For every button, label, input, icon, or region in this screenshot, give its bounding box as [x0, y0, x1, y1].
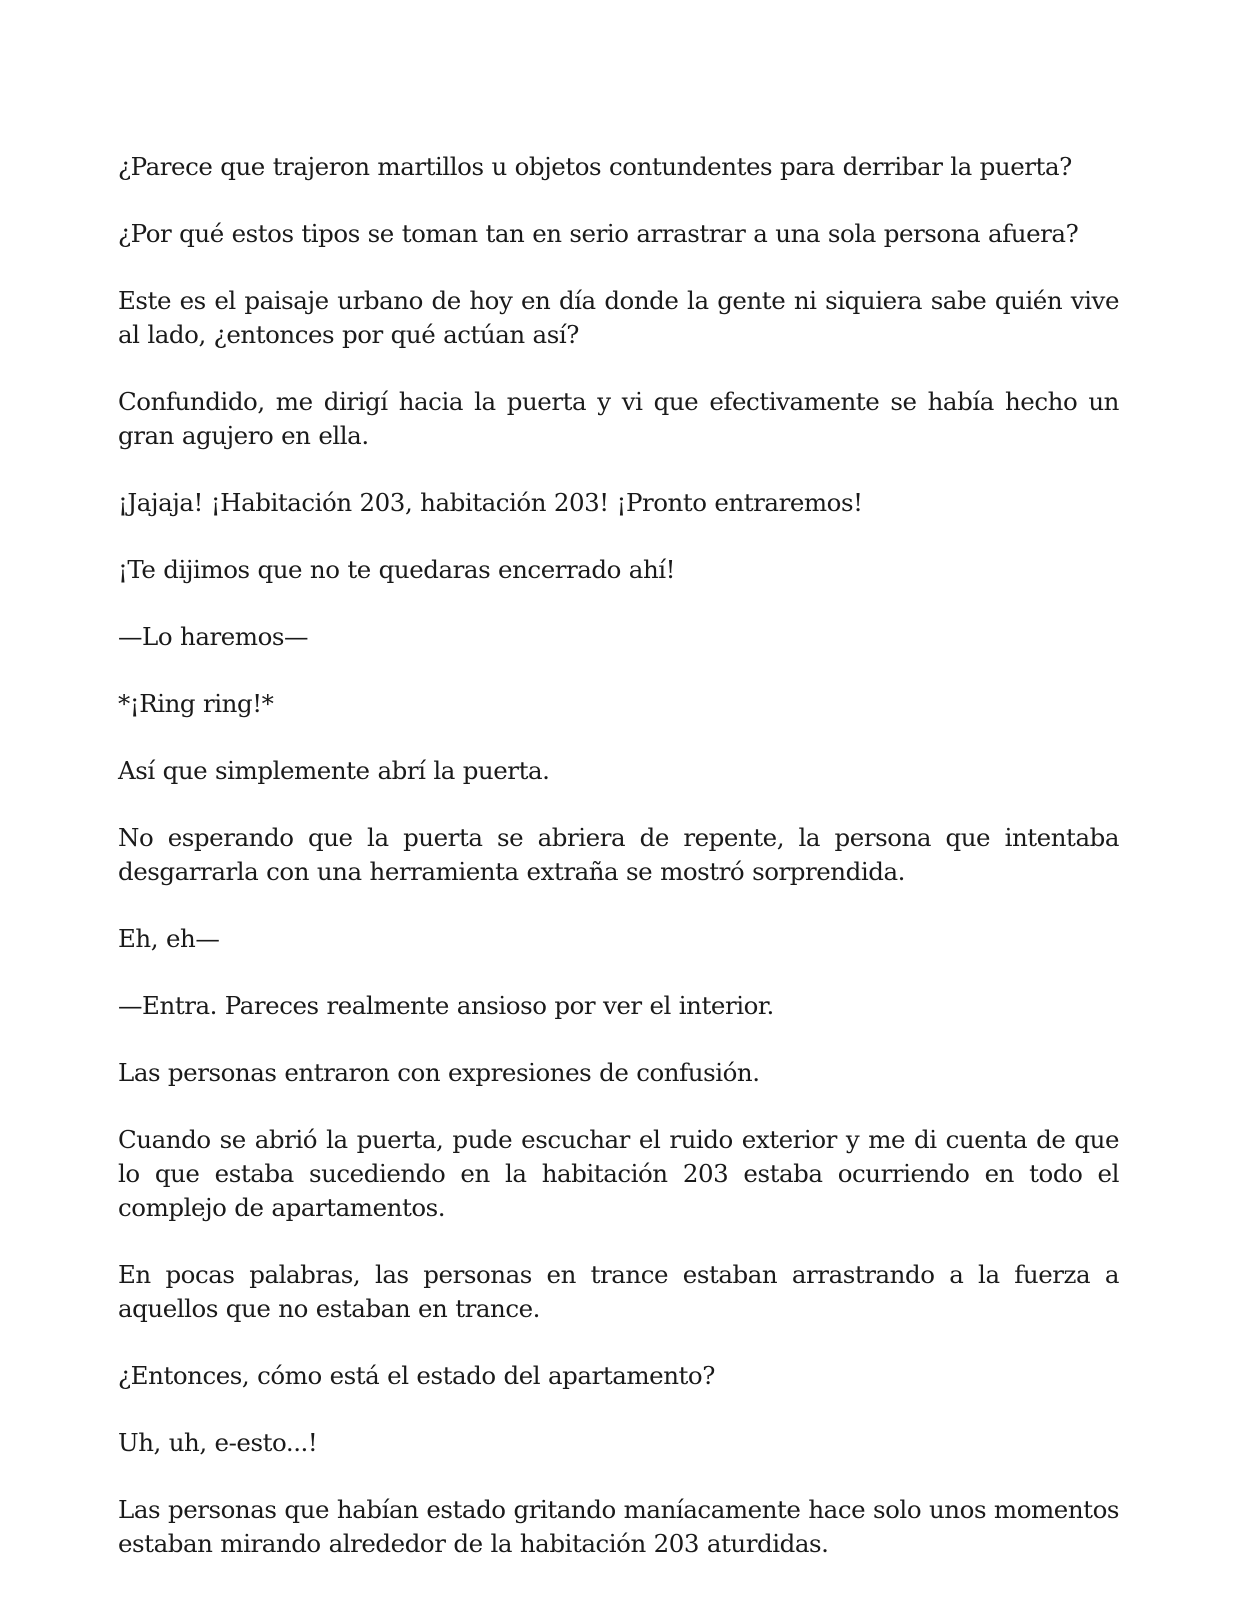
paragraph: —Lo haremos— [118, 622, 309, 651]
paragraph: *¡Ring ring!* [118, 689, 274, 718]
paragraph: ¡Jajaja! ¡Habitación 203, habitación 203! ¡Pronto entraremos! [118, 488, 863, 517]
paragraph: ¡Te dijimos que no te quedaras encerrado ahí! [118, 555, 676, 584]
paragraph: Las personas que habían estado gritando maníacamente hace solo unos momentos estaban mirando alrededor de la habitación 203 aturdidas. [118, 1495, 1119, 1558]
paragraph: Este es el paisaje urbano de hoy en día donde la gente ni siquiera sabe quién vive al lado, ¿entonces por qué actúan así? [118, 286, 1119, 349]
paragraph: ¿Entonces, cómo está el estado del apartamento? [118, 1361, 715, 1390]
paragraph: Confundido, me dirigí hacia la puerta y vi que efectivamente se había hecho un gran agujero en ella. [118, 387, 1119, 450]
paragraph: —Entra. Pareces realmente ansioso por ver el interior. [118, 991, 774, 1020]
paragraph: ¿Parece que trajeron martillos u objetos contundentes para derribar la puerta? [118, 152, 1072, 181]
paragraph: ¿Por qué estos tipos se toman tan en serio arrastrar a una sola persona afuera? [118, 219, 1079, 248]
paragraph: Así que simplemente abrí la puerta. [118, 756, 550, 785]
document-body [118, 150, 1119, 1561]
paragraph: Uh, uh, e-esto...! [118, 1428, 318, 1457]
paragraph: Las personas entraron con expresiones de confusión. [118, 1058, 760, 1087]
paragraph: Eh, eh— [118, 924, 220, 953]
paragraph: En pocas palabras, las personas en trance estaban arrastrando a la fuerza a aquellos que no estaban en trance. [118, 1260, 1119, 1323]
paragraph: No esperando que la puerta se abriera de repente, la persona que intentaba desgarrarla con una herramienta extraña se mostró sorprendida. [118, 823, 1119, 886]
paragraph: Cuando se abrió la puerta, pude escuchar el ruido exterior y me di cuenta de que lo que estaba sucediendo en la habitación 203 estaba ocurriendo en todo el complejo de apartamentos. [118, 1125, 1119, 1222]
